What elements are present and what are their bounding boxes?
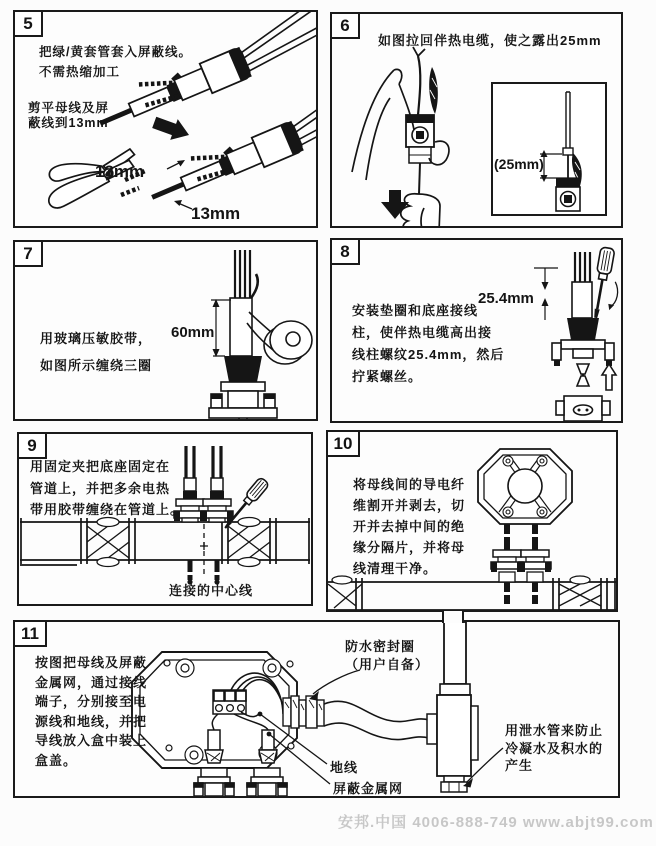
seal-ring-label [345, 636, 429, 673]
p7-line-2: 如图所示缠绕三圈 [40, 358, 153, 373]
base-part [556, 396, 610, 421]
union-fittings [194, 768, 287, 796]
p5-note-line-1: 剪平母线及屏 [28, 101, 110, 115]
drain-label-line-1: 用泄水管来防止 [505, 723, 604, 738]
p5-line-1: 把绿/黄套管套入屏蔽线。 [39, 45, 192, 59]
panel-step-8 [330, 238, 623, 423]
tape-wrap-right [553, 576, 607, 610]
step-number: 9 [17, 432, 47, 459]
step-number: 11 [13, 620, 47, 647]
drain-pipe-assembly [427, 622, 478, 792]
connector-base-right [519, 550, 551, 582]
pipe-stub-connector [442, 611, 464, 623]
dimension-25-4 [534, 268, 558, 320]
panel-step-9 [17, 432, 313, 606]
p11-line-4: 源线和地线，并把 [35, 713, 148, 729]
connector-base-right [201, 446, 233, 522]
p8-line-2: 柱，使伴热电缆高出接 [352, 325, 493, 340]
p10-line-4: 缘分隔片，并将母 [353, 540, 466, 555]
terminal-block [213, 690, 246, 714]
step-number: 5 [13, 10, 43, 37]
p5-note-line-2: 蔽线到13mm [28, 116, 109, 130]
dim-25mm: (25mm) [494, 156, 544, 172]
p9-instruction [30, 456, 184, 518]
connector-base-left [491, 550, 523, 582]
watermark-footer: 安邦.中国 4006-888-749 www.abjt99.com [338, 814, 654, 831]
p5-note [28, 98, 109, 131]
p11-line-2: 金属网，通过接线 [35, 674, 148, 690]
p7-instruction [40, 328, 152, 374]
dim-13mm-bottom: 13mm [191, 204, 241, 223]
centerline [200, 524, 208, 574]
p10-line-1: 将母线间的导电纤 [353, 477, 466, 492]
drain-label-line-3: 产生 [505, 758, 534, 773]
panel-step-7 [13, 240, 318, 421]
dim-60mm: 60mm [171, 324, 215, 341]
p10-instruction [353, 474, 465, 577]
p11-line-6: 盒盖。 [35, 752, 78, 768]
p11-instruction [35, 652, 147, 769]
power-cable [324, 701, 429, 739]
drain-pipe-label [505, 720, 603, 774]
p5-line-2: 不需热缩加工 [39, 65, 121, 79]
p8-line-3: 线柱螺纹25.4mm，然后 [352, 347, 505, 362]
p5-instruction [39, 42, 192, 80]
cable-core [209, 298, 277, 419]
step-number: 8 [330, 238, 360, 265]
panel-step-6 [330, 12, 623, 228]
p11-line-3: 端子，分别接至电 [35, 694, 148, 709]
panel-step-10 [326, 430, 618, 612]
p9-line-3: 带用胶带缠绕在管道上。 [30, 502, 185, 517]
p8-line-4: 拧紧螺丝。 [352, 369, 423, 384]
cable-core [552, 282, 614, 366]
dim-13mm-top: 13mm [95, 162, 145, 181]
p11-line-5: 导线放入盒中装上 [35, 733, 148, 748]
tape-wrap-left-partial [328, 576, 362, 610]
p10-line-2: 维割开并剥去，切 [353, 498, 466, 513]
shield-mesh-label: 屏蔽金属网 [333, 781, 404, 796]
p10-line-5: 线清理干净。 [353, 561, 438, 576]
p8-line-1: 安装垫圈和底座接线 [352, 303, 479, 318]
p8-instruction [352, 300, 504, 385]
bus-wires [575, 252, 590, 282]
p10-line-3: 开并去掉中间的绝 [353, 519, 466, 534]
centerline-label: 连接的中心线 [169, 583, 254, 598]
p9-line-1: 用固定夹把底座固定在 [30, 459, 171, 474]
washer-part [577, 364, 589, 386]
inset-detail-box [492, 83, 606, 215]
bus-wires [235, 250, 258, 298]
ground-wire-label: 地线 [330, 760, 359, 775]
step-number: 6 [330, 12, 360, 39]
p6-instruction: 如图拉回伴热电缆，使之露出25mm [378, 33, 602, 48]
p9-line-2: 管道上，并把多余电热 [30, 480, 171, 496]
panel-step-11 [13, 620, 620, 798]
direction-arrow [150, 112, 192, 145]
drain-label-line-2: 冷凝水及积水的 [505, 740, 604, 756]
cable-gland [283, 696, 324, 728]
screwdriver [589, 247, 621, 321]
octagon-plate [478, 449, 572, 524]
seal-label-line-1: 防水密封圈 [345, 639, 416, 654]
step-number: 7 [13, 240, 43, 267]
dim-25-4mm: 25.4mm [478, 290, 534, 307]
p7-line-1: 用玻璃压敏胶带， [40, 331, 153, 346]
p11-line-1: 按图把母线及屏蔽 [35, 655, 148, 670]
panel-step-5 [13, 10, 318, 228]
step-number: 10 [326, 430, 360, 457]
pipe [20, 518, 310, 565]
seal-label-line-2: （用户自备） [345, 657, 430, 672]
up-arrow [602, 364, 616, 390]
